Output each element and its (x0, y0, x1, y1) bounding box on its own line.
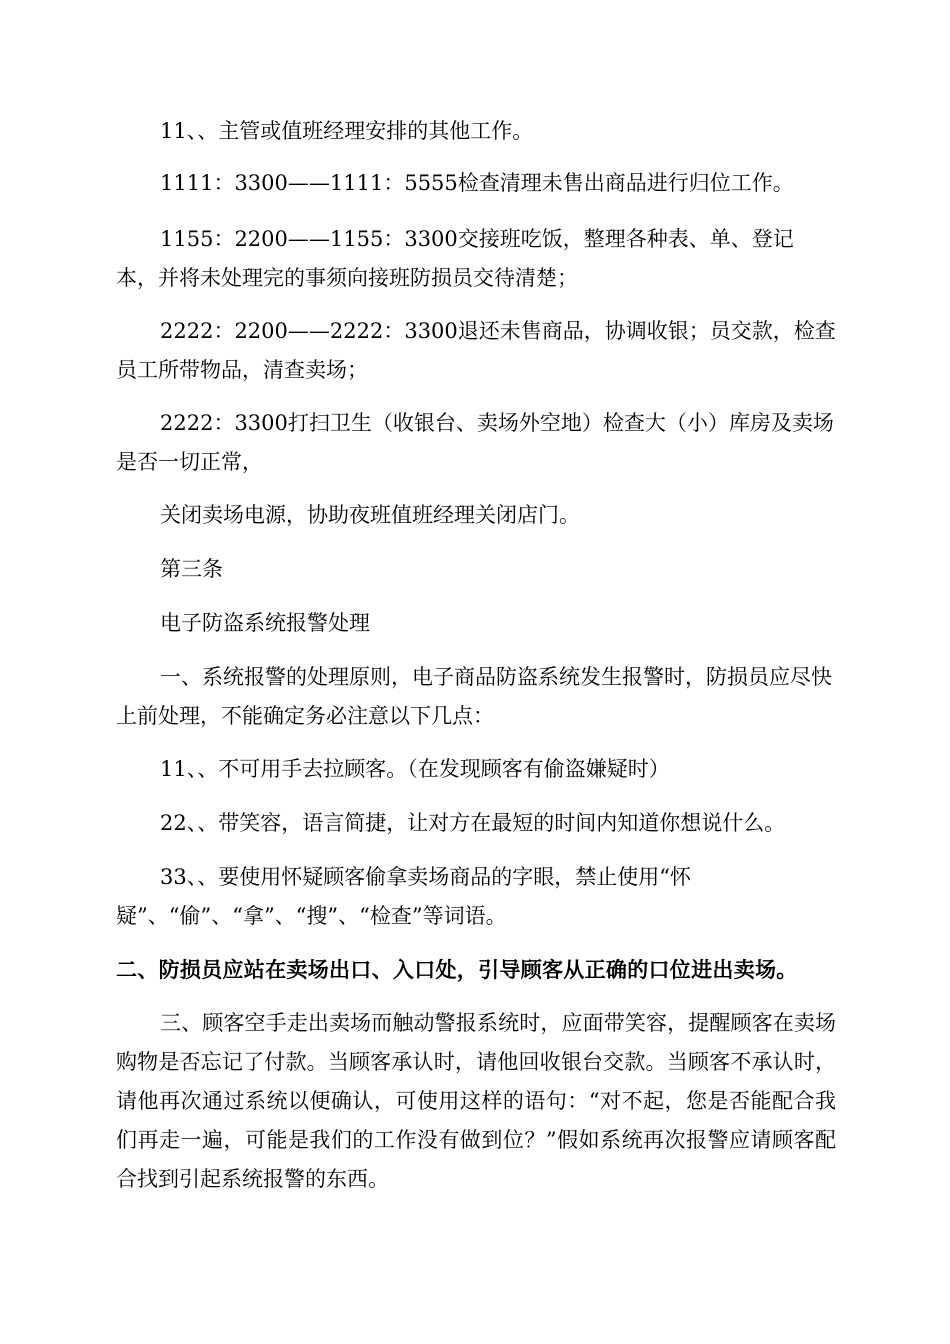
paragraph-empty-handed: 三、顾客空手走出卖场而触动警报系统时，应面带笑容，提醒顾客在卖场购物是否忘记了付款。当顾客承认时，请他回收银台交款。当顾客不承认时，请他再次通过系统以便确认，可使用这样的语句：“对不起，您是否能配合我们再走一遍，可能是我们的工作没有做到位？”假如系统再次报警应请顾客配合找到引起系统报警的东西。 (116, 1011, 836, 1191)
paragraph-supervisor-tasks: 11、、主管或值班经理安排的其他工作。 (160, 119, 534, 143)
paragraph-cleaning: 2222：3300打扫卫生（收银台、卖场外空地）检查大（小）库房及卖场是否一切正常， (116, 411, 834, 474)
paragraph-shift-handover: 1155：2200——1155：3300交接班吃饭，整理各种表、单、登记本，并将未处理完的事须向接班防损员交待清楚； (116, 227, 794, 290)
paragraph-rule-2: 22、、带笑容，语言简捷，让对方在最短的时间内知道你想说什么。 (160, 811, 786, 835)
paragraph-goods-return: 1111：3300——1111：5555检查清理未售出商品进行归位工作。 (160, 171, 794, 195)
paragraph-rule-1: 11、、不可用手去拉顾客。（在发现顾客有偷盗嫌疑时） (160, 757, 670, 781)
paragraph-bold-entrance: 二、防损员应站在卖场出口、入口处，引导顾客从正确的口位进出卖场。 (116, 957, 798, 982)
paragraph-close-store: 关闭卖场电源，协助夜班值班经理关闭店门。 (160, 503, 580, 527)
section-title: 电子防盗系统报警处理 (160, 611, 370, 635)
paragraph-rule-3: 33、、要使用怀疑顾客偷拿卖场商品的字眼，禁止使用“怀疑”、“偷”、“拿”、“搜”、“检查”等词语。 (116, 865, 691, 928)
paragraph-alarm-principles: 一、系统报警的处理原则，电子商品防盗系统发生报警时，防损员应尽快上前处理，不能确定务必注意以下几点： (116, 665, 832, 728)
paragraph-unsold-goods: 2222：2200——2222：3300退还未售商品，协调收银；员交款，检查员工所带物品，清查卖场； (116, 319, 836, 382)
article-heading: 第三条 (160, 557, 223, 581)
